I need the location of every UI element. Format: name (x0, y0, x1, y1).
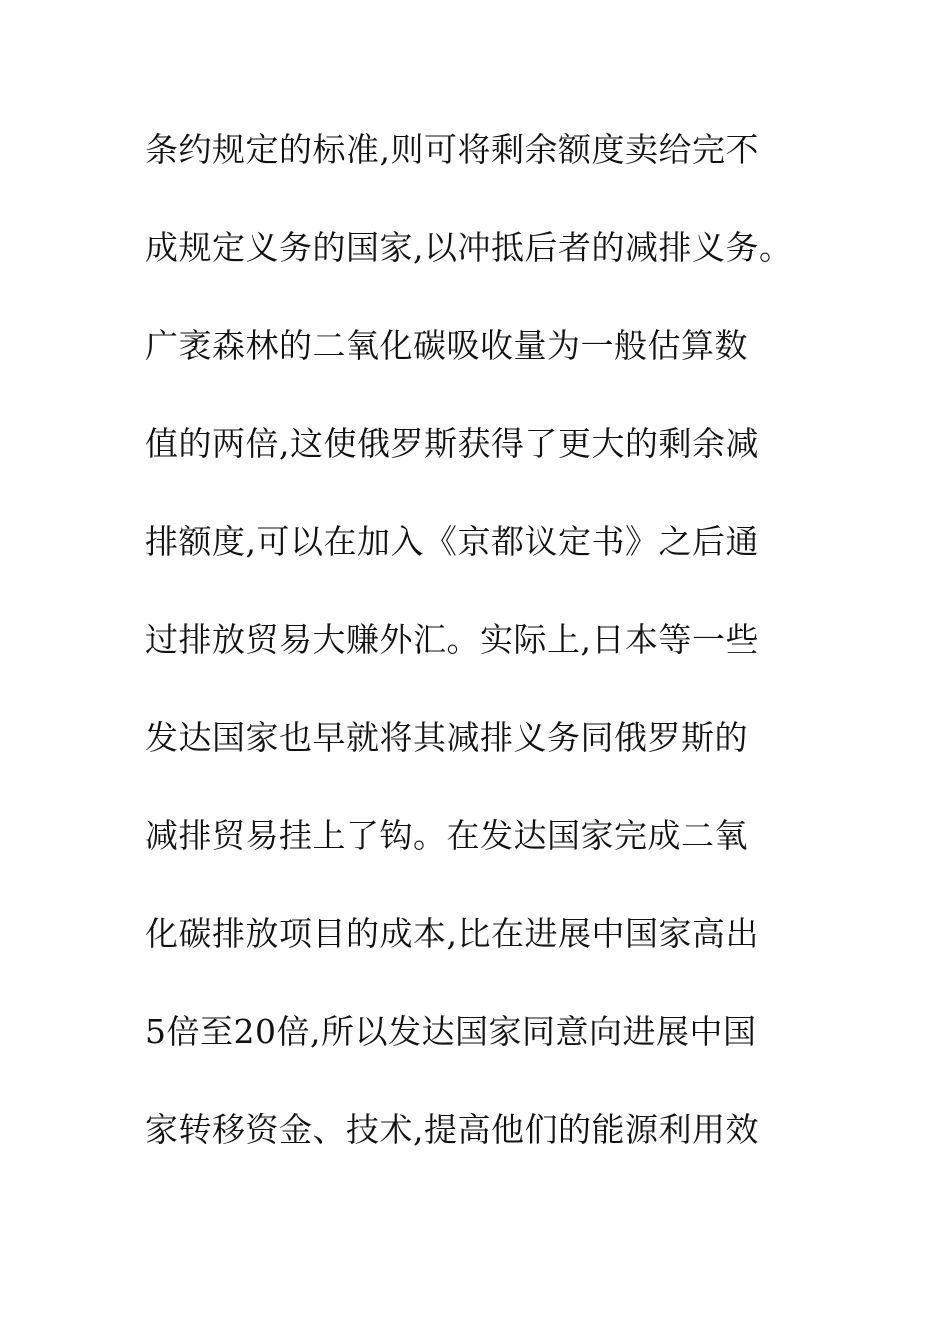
text-line: 家转移资金、技术,提高他们的能源利用效 (145, 1110, 759, 1149)
text-line: 条约规定的标准,则可将剩余额度卖给完不 (145, 130, 759, 169)
text-line: 广袤森林的二氧化碳吸收量为一般估算数 (145, 326, 748, 365)
text-line: 减排贸易挂上了钩。在发达国家完成二氧 (145, 816, 748, 855)
text-line: 发达国家也早就将其减排义务同俄罗斯的 (145, 718, 748, 757)
text-line: 5倍至20倍,所以发达国家同意向进展中国 (145, 1012, 757, 1051)
text-line: 成规定义务的国家,以冲抵后者的减排义务。 (145, 228, 793, 267)
text-line: 排额度,可以在加入《京都议定书》之后通 (145, 522, 759, 561)
body-text (145, 123, 845, 1201)
text-line: 过排放贸易大赚外汇。实际上,日本等一些 (145, 620, 759, 659)
text-line: 化碳排放项目的成本,比在进展中国家高出 (145, 914, 759, 953)
text-line: 值的两倍,这使俄罗斯获得了更大的剩余减 (145, 424, 759, 463)
